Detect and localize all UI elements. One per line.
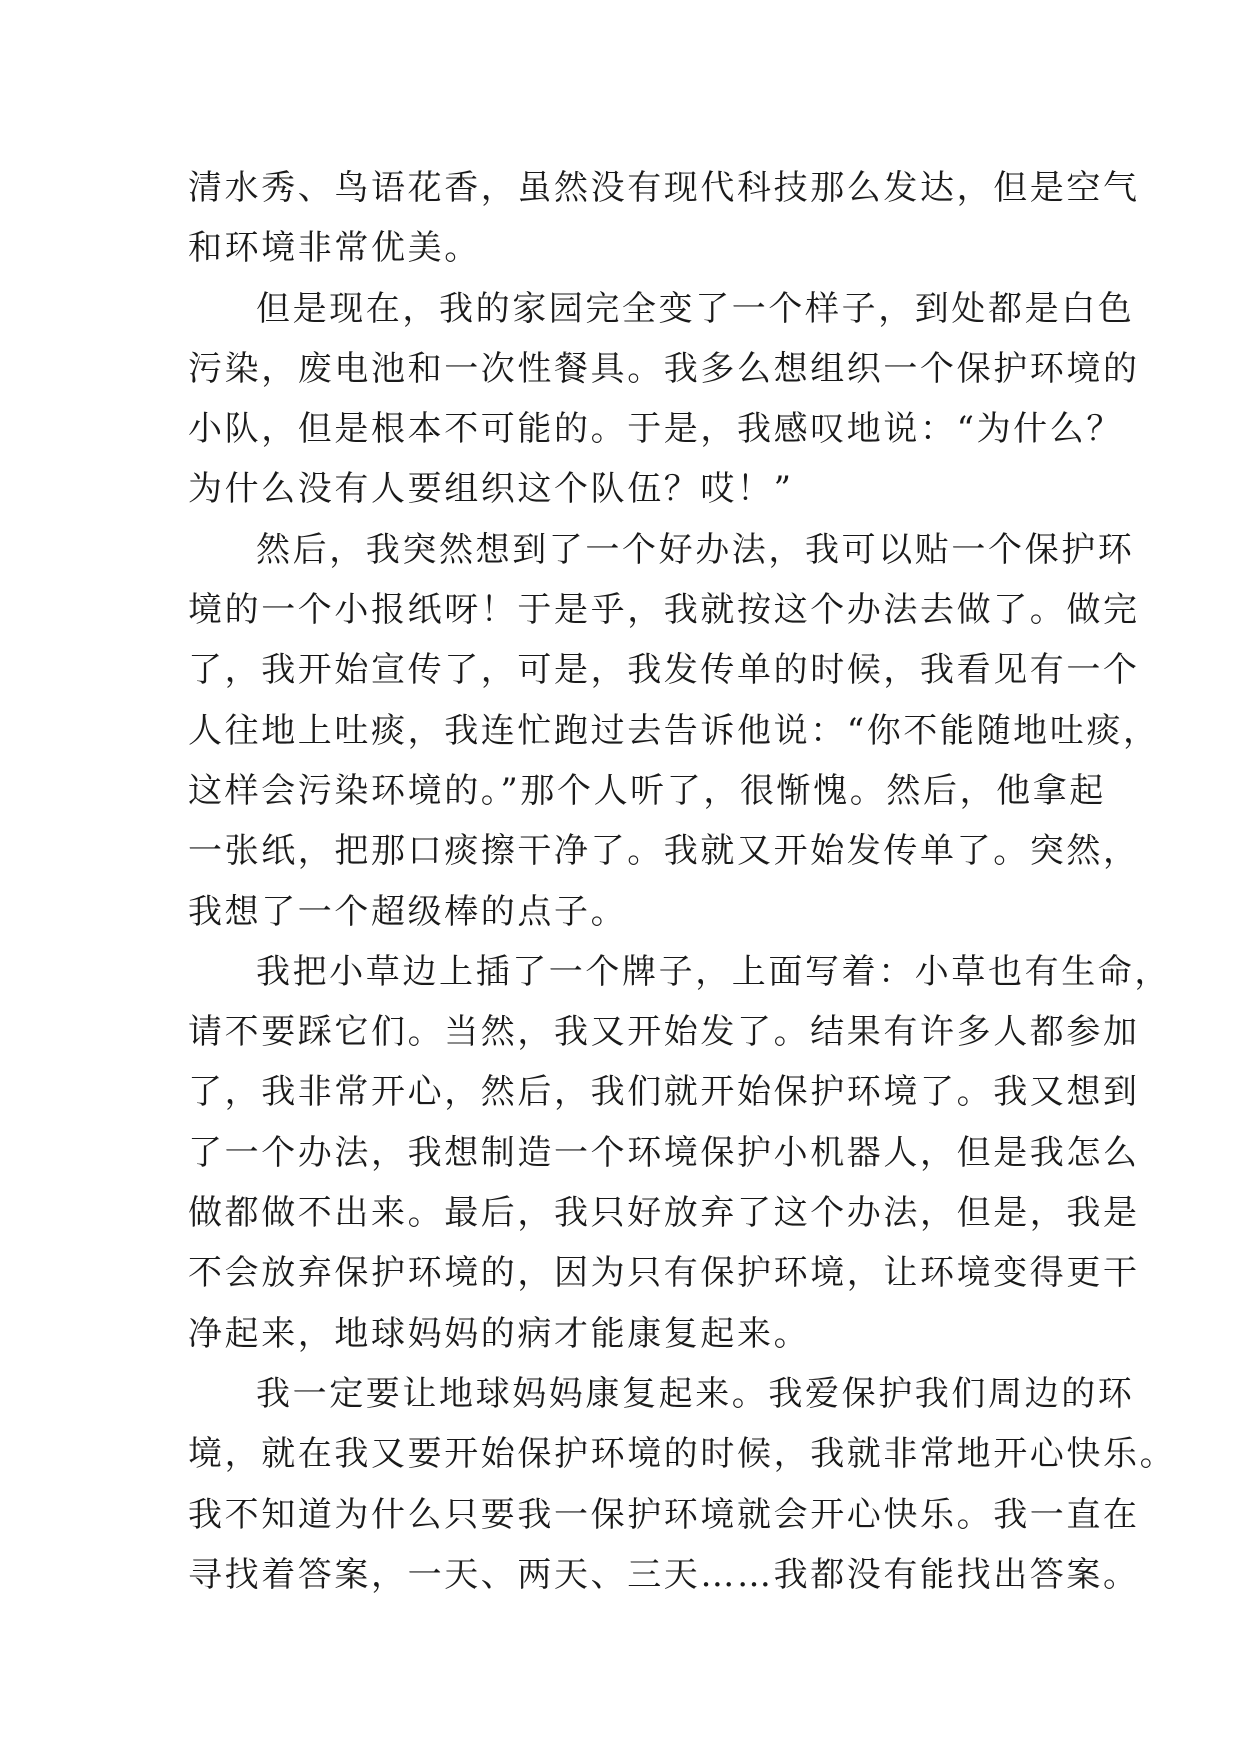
text-line: 我不知道为什么只要我一保护环境就会开心快乐。我一直在	[188, 1494, 1140, 1535]
text-line: 为什么没有人要组织这个队伍？哎！”	[188, 469, 794, 510]
text-line: 污染，废电池和一次性餐具。我多么想组织一个保护环境的	[188, 348, 1140, 389]
text-line: 请不要踩它们。当然，我又开始发了。结果有许多人都参加	[188, 1012, 1140, 1053]
text-line: 一张纸，把那口痰擦干净了。我就又开始发传单了。突然，	[188, 831, 1140, 872]
text-line: 了，我非常开心，然后，我们就开始保护环境了。我又想到	[188, 1072, 1140, 1113]
text-line: 我把小草边上插了一个牌子，上面写着：小草也有生命，	[256, 951, 1171, 992]
text-line: 和环境非常优美。	[188, 228, 481, 269]
text-line: 了一个办法，我想制造一个环境保护小机器人，但是我怎么	[188, 1132, 1140, 1173]
text-line: 境的一个小报纸呀！于是乎，我就按这个办法去做了。做完	[188, 590, 1140, 631]
text-line: 我一定要让地球妈妈康复起来。我爱保护我们周边的环	[256, 1373, 1135, 1414]
text-line: 净起来，地球妈妈的病才能康复起来。	[188, 1313, 811, 1354]
text-line: 我想了一个超级棒的点子。	[188, 891, 628, 932]
text-line: 小队，但是根本不可能的。于是，我感叹地说：“为什么？	[188, 409, 1123, 450]
text-line: 但是现在，我的家园完全变了一个样子，到处都是白色	[256, 288, 1135, 329]
text-line: 人往地上吐痰，我连忙跑过去告诉他说：“你不能随地吐痰，	[188, 710, 1160, 751]
text-line: 寻找着答案，一天、两天、三天……我都没有能找出答案。	[188, 1554, 1140, 1595]
text-line: 了，我开始宣传了，可是，我发传单的时候，我看见有一个	[188, 650, 1140, 691]
text-line: 清水秀、鸟语花香，虽然没有现代科技那么发达，但是空气	[188, 168, 1140, 208]
text-line: 境，就在我又要开始保护环境的时候，我就非常地开心快乐。	[188, 1434, 1177, 1475]
essay-body	[188, 158, 1177, 1605]
text-line: 然后，我突然想到了一个好办法，我可以贴一个保护环	[256, 529, 1135, 570]
text-line: 这样会污染环境的。”那个人听了，很惭愧。然后，他拿起	[188, 770, 1106, 811]
text-line: 做都做不出来。最后，我只好放弃了这个办法，但是，我是	[188, 1193, 1140, 1234]
text-line: 不会放弃保护环境的，因为只有保护环境，让环境变得更干	[188, 1253, 1140, 1294]
